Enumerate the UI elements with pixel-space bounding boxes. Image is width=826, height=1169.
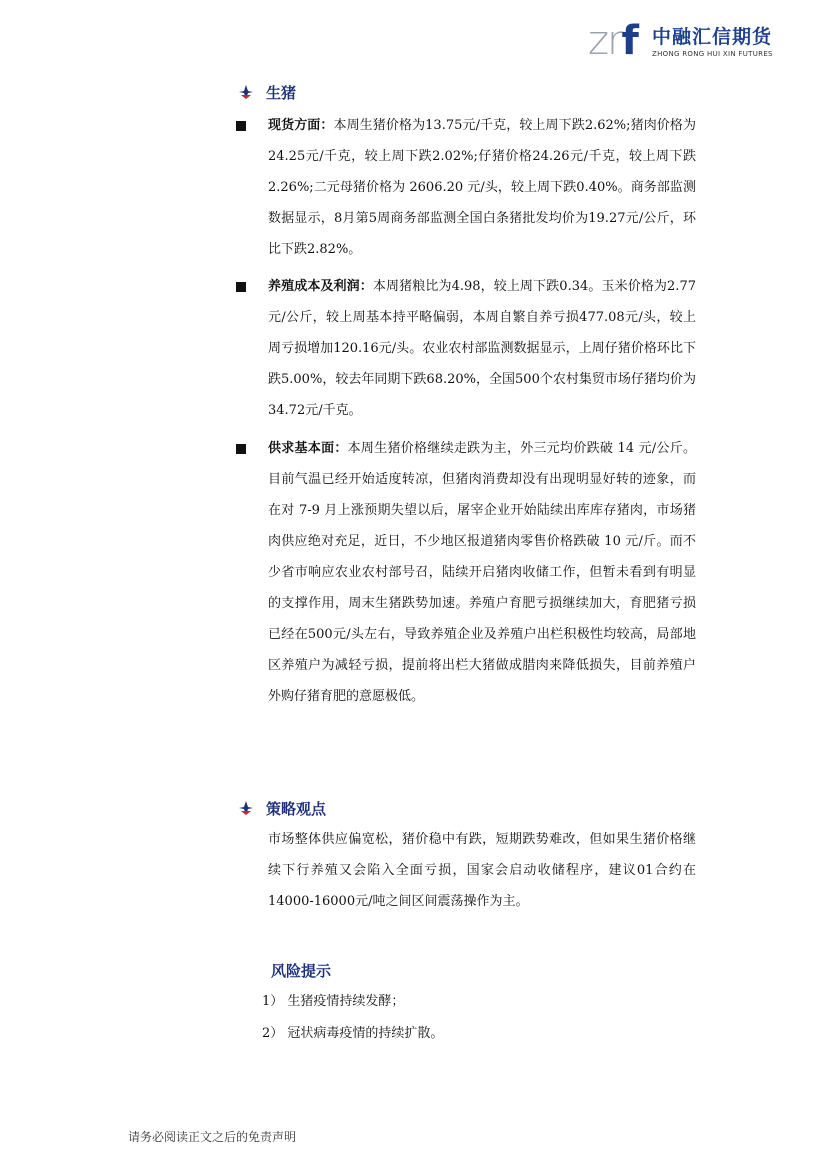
paragraph-text: 本周猪粮比为4.98，较上周下跌0.34。玉米价格为2.77元/公斤，较上周基本持平略偏弱，本周自繁自养亏损477.08元/头，较上周亏损增加120.16元/头。农业农村部监测数据显示，上周仔猪价格环比下跌5.00%，较去年同期下跌68.20%，全国500个农村集贸市场仔猪均价为34.72元/千克。 (268, 279, 696, 418)
section-title: 风险提示 (271, 962, 332, 980)
paragraph-spot-market (268, 110, 696, 265)
paragraph-text: 本周生猪价格为13.75元/千克，较上周下跌2.62%;猪肉价格为24.25元/千克，较上周下跌2.02%;仔猪价格24.26元/千克，较上周下跌 2.26%;二元母猪价格为 2606.20 元/头，较上周下跌0.40%。商务部监测数据显示，8月第5周商务部监测全国白条猪批发均价为19.27元/公斤，环比下跌2.82%。 (268, 118, 696, 257)
paragraph-supply-demand (268, 433, 696, 712)
logo-company-name-en: ZHONG RONG HUI XIN FUTURES (652, 50, 773, 58)
diamond-arrow-icon (238, 800, 260, 820)
section-heading-strategy (238, 798, 326, 819)
section-heading-risk (271, 960, 331, 981)
paragraph-label: 现货方面： (268, 118, 334, 133)
risk-item: 2） 冠状病毒疫情的持续扩散。 (262, 1026, 444, 1041)
paragraph-label: 养殖成本及利润： (268, 279, 373, 294)
paragraph-cost-profit (268, 271, 696, 426)
paragraph-text: 本周生猪价格继续走跌为主，外三元均价跌破 14 元/公斤。目前气温已经开始适度转凉，但猪肉消费却没有出现明显好转的迹象，而在对 7-9 月上涨预期失望以后，屠宰企业开始陆续出库库存猪肉，市场猪肉供应绝对充足，近日，不少地区报道猪肉零售价格跌破 10 元/斤。而不少省市响应农业农村部号召，陆续开启猪肉收储工作，但暂未看到有明显的支撑作用，周末生猪跌势加速。养殖户育肥亏损继续加大，育肥猪亏损已经在500元/头左右，导致养殖企业及养殖户出栏积极性均较高，局部地区养殖户为减轻亏损，提前将出栏大猪做成腊肉来降低损失，目前养殖户外购仔猪育肥的意愿极低。 (268, 441, 696, 704)
bullet-square-icon (236, 282, 246, 292)
logo-mark: zrf (588, 18, 637, 64)
bullet-square-icon (236, 121, 246, 131)
paragraph-strategy: 市场整体供应偏宽松，猪价稳中有跌，短期跌势难改，但如果生猪价格继续下行养殖又会陷入全面亏损，国家会启动收储程序，建议01合约在14000-16000元/吨之间区间震荡操作为主。 (268, 832, 696, 909)
section-title: 策略观点 (266, 800, 327, 818)
company-logo (588, 18, 788, 66)
section-heading-pig (238, 82, 296, 103)
paragraph-label: 供求基本面： (268, 441, 348, 456)
section-title: 生猪 (266, 84, 297, 102)
risk-item: 1） 生猪疫情持续发酵； (262, 994, 405, 1009)
diamond-arrow-icon (238, 84, 260, 104)
bullet-square-icon (236, 444, 246, 454)
logo-company-name-cn: 中融汇信期货 (652, 26, 773, 48)
footer-disclaimer: 请务必阅读正文之后的免责声明 (128, 1130, 297, 1144)
